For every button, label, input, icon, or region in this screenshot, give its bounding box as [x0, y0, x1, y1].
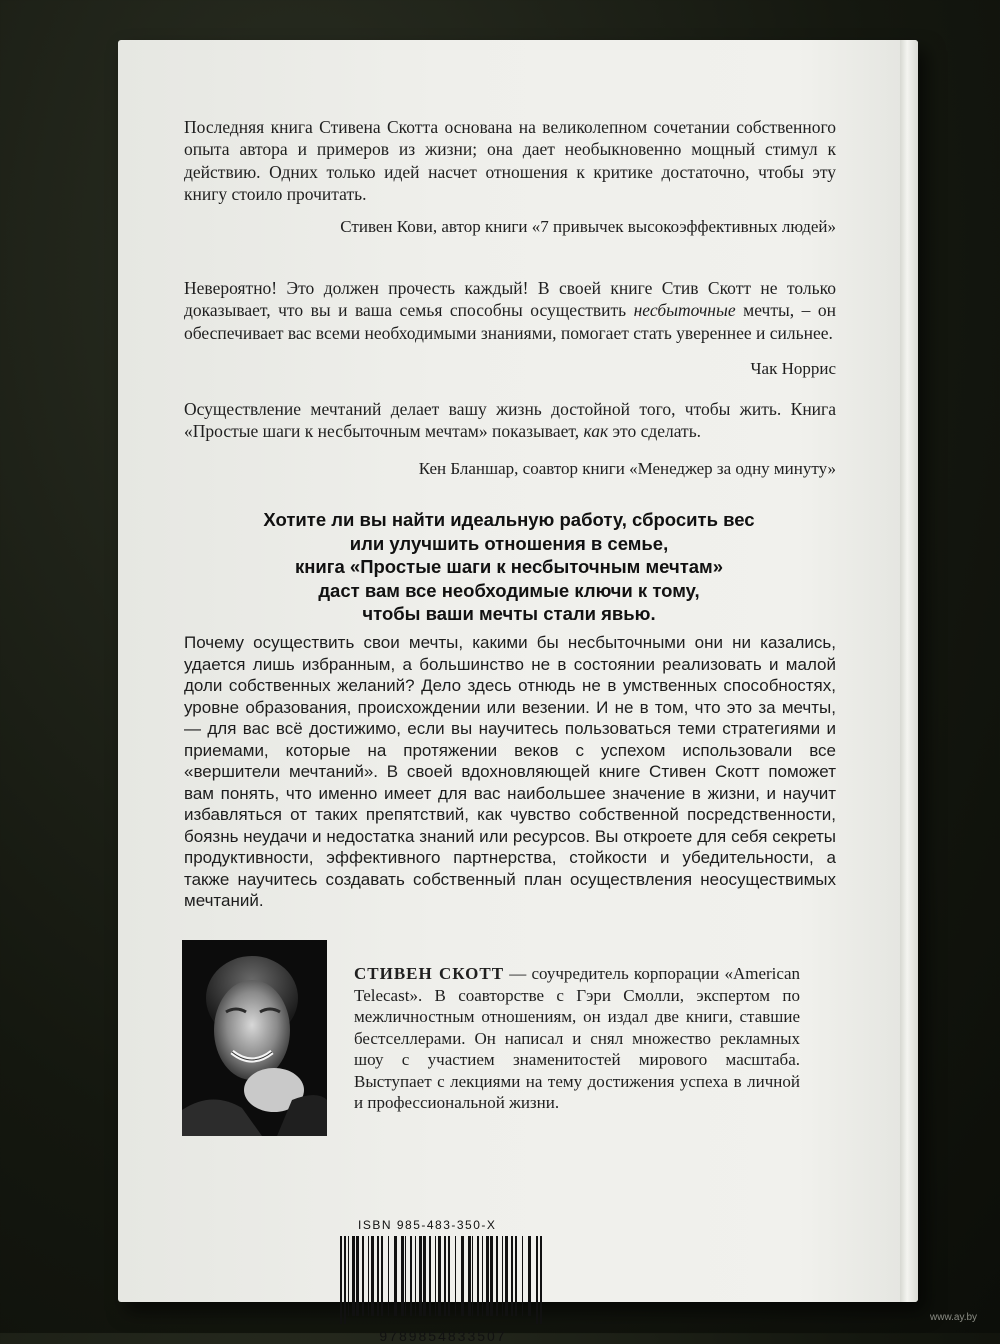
headline-line-2: или улучшить отношения в семье, [349, 532, 669, 554]
author-bio-text [354, 963, 800, 1114]
quote-norris-part2: мечты, – он обеспечивает вас всеми необходимыми знаниями, помогает стать увереннее и сильнее. [184, 300, 836, 343]
barcode-bar [496, 1236, 498, 1316]
quote-norris-author-block [184, 358, 836, 380]
quote-blanchard-author: Кен Бланшар, соавтор книги «Менеджер за одну минуту» [418, 459, 836, 478]
barcode [338, 1236, 544, 1324]
barcode-bar [502, 1236, 503, 1316]
barcode-bar [352, 1236, 355, 1316]
headline-line-4: даст вам все необходимые ключи к тому, [318, 579, 700, 601]
author-photo-image [182, 940, 327, 1136]
barcode-bar [505, 1236, 508, 1316]
headline-line-1: Хотите ли вы найти идеальную работу, сбросить вес [263, 509, 755, 530]
barcode-number: 9789854833507 [379, 1328, 507, 1344]
barcode-bar [522, 1236, 523, 1316]
quote-norris-part1: Невероятно! Это должен прочесть каждый! В своей книге Стив Скотт не только доказывает, что вы и ваша семья способны осуществить [184, 278, 836, 321]
quote-blanchard-part1: Осуществление мечтаний делает вашу жизнь достойной того, чтобы жить. Книга «Простые шаги к несбыточным мечтам» показывает, [184, 399, 836, 442]
barcode-bar [455, 1236, 456, 1316]
quote-kovi-author: Стивен Кови, автор книги «7 привычек высокоэффективных людей» [340, 217, 836, 236]
quote-kovi [184, 116, 836, 205]
barcode-bar [468, 1236, 471, 1316]
barcode-bar [371, 1236, 374, 1316]
barcode-bar [435, 1236, 436, 1316]
author-bio-description: — соучредитель корпорации «American Telecast». В соавторстве с Гэри Смолли, экспертом по межличностным отношениям, он издал две книги, ставшие бестселлерами. Он написал и снял множество рекламных шоу с участием знаменитостей мирового масштаба. Выступает с лекциями на тему достижения успеха в личной и профессиональной жизни. [354, 964, 800, 1112]
quote-kovi-text: Последняя книга Стивена Скотта основана на великолепном сочетании собственного опыта автора и примеров из жизни; она дает необыкновенно мощный стимул к действию. Одних только идей насчет отношения к критике достаточно, чтобы эту книгу стоило прочитать. [184, 117, 836, 204]
barcode-bar [368, 1236, 369, 1316]
headline [214, 508, 804, 626]
barcode-bar [410, 1236, 412, 1316]
barcode-bar [528, 1236, 531, 1316]
quote-norris [184, 277, 836, 344]
barcode-bar [482, 1236, 483, 1316]
headline-line-5: чтобы ваши мечты стали явью. [362, 603, 656, 624]
barcode-bar [461, 1236, 464, 1316]
barcode-bar [405, 1236, 406, 1316]
book-back-cover [118, 40, 918, 1344]
barcode-bar [394, 1236, 397, 1316]
description [184, 632, 836, 912]
quote-kovi-author-block [184, 216, 836, 238]
barcode-bar [388, 1236, 389, 1316]
barcode-guard-bar [540, 1236, 542, 1324]
barcode-bar [477, 1236, 479, 1316]
author-photo [182, 940, 327, 1136]
barcode-bar [444, 1236, 446, 1316]
description-text: Почему осуществить свои мечты, какими бы несбыточными они ни казались, удается лишь избранным, а большинство не в состоянии реализовать и малой доли собственных желаний? Дело здесь отнюдь не в умственных способностях, уровне образования, происхождении или везении. И не в том, что это за мечты, — для вас всё достижимо, если вы научитесь пользоваться теми стратегиями и приемами, которые на протяжении веков с успехом использовали все «вершители мечтаний». В своей вдохновляющей книге Стивен Скотт поможет вам понять, что именно имеет для вас наибольшее значение в жизни, и научит избавляться от таких препятствий, как чувство собственной посредственности, боязнь неудачи и недостатка знаний или ресурсов. Вы откроете для себя секреты продуктивности, эффективного партнерства, стойкости и убедительности, а также научитесь создавать собственный план осуществления неосуществимых мечтаний. [184, 633, 836, 910]
barcode-bar [362, 1236, 364, 1316]
quote-norris-text [184, 277, 836, 344]
barcode-bar [472, 1236, 473, 1316]
barcode-bar [515, 1236, 517, 1316]
barcode-bar [438, 1236, 441, 1316]
isbn: ISBN 985-483-350-X [358, 1218, 497, 1232]
barcode-bar [401, 1236, 404, 1316]
barcode-guard-bar [536, 1236, 538, 1324]
barcode-bar [490, 1236, 493, 1316]
quote-blanchard [184, 398, 836, 443]
watermark: www.ay.by [930, 1312, 978, 1323]
barcode-bar [429, 1236, 431, 1316]
cover-edge [900, 40, 918, 1302]
barcode-bar [419, 1236, 422, 1316]
barcode-bar [448, 1236, 450, 1316]
barcode-bar [356, 1236, 359, 1316]
quote-blanchard-text [184, 398, 836, 443]
barcode-bar [348, 1236, 349, 1316]
quote-norris-italic: несбыточные [633, 300, 736, 321]
barcode-bar [381, 1236, 383, 1316]
quote-blanchard-author-block [184, 458, 836, 480]
barcode-bar [511, 1236, 513, 1316]
barcode-bar [377, 1236, 379, 1316]
quote-blanchard-italic: как [583, 421, 609, 442]
headline-line-3: книга «Простые шаги к несбыточным мечтам» [294, 556, 724, 577]
barcode-guard-bar [344, 1236, 346, 1324]
barcode-bar [423, 1236, 426, 1316]
author-name: СТИВЕН СКОТТ [354, 964, 505, 983]
barcode-bar [486, 1236, 489, 1316]
author-bio [354, 963, 800, 1114]
barcode-bar [415, 1236, 416, 1316]
quote-norris-author: Чак Норрис [750, 359, 836, 378]
quote-blanchard-part2: это сделать. [608, 421, 702, 442]
barcode-guard-bar [340, 1236, 342, 1324]
